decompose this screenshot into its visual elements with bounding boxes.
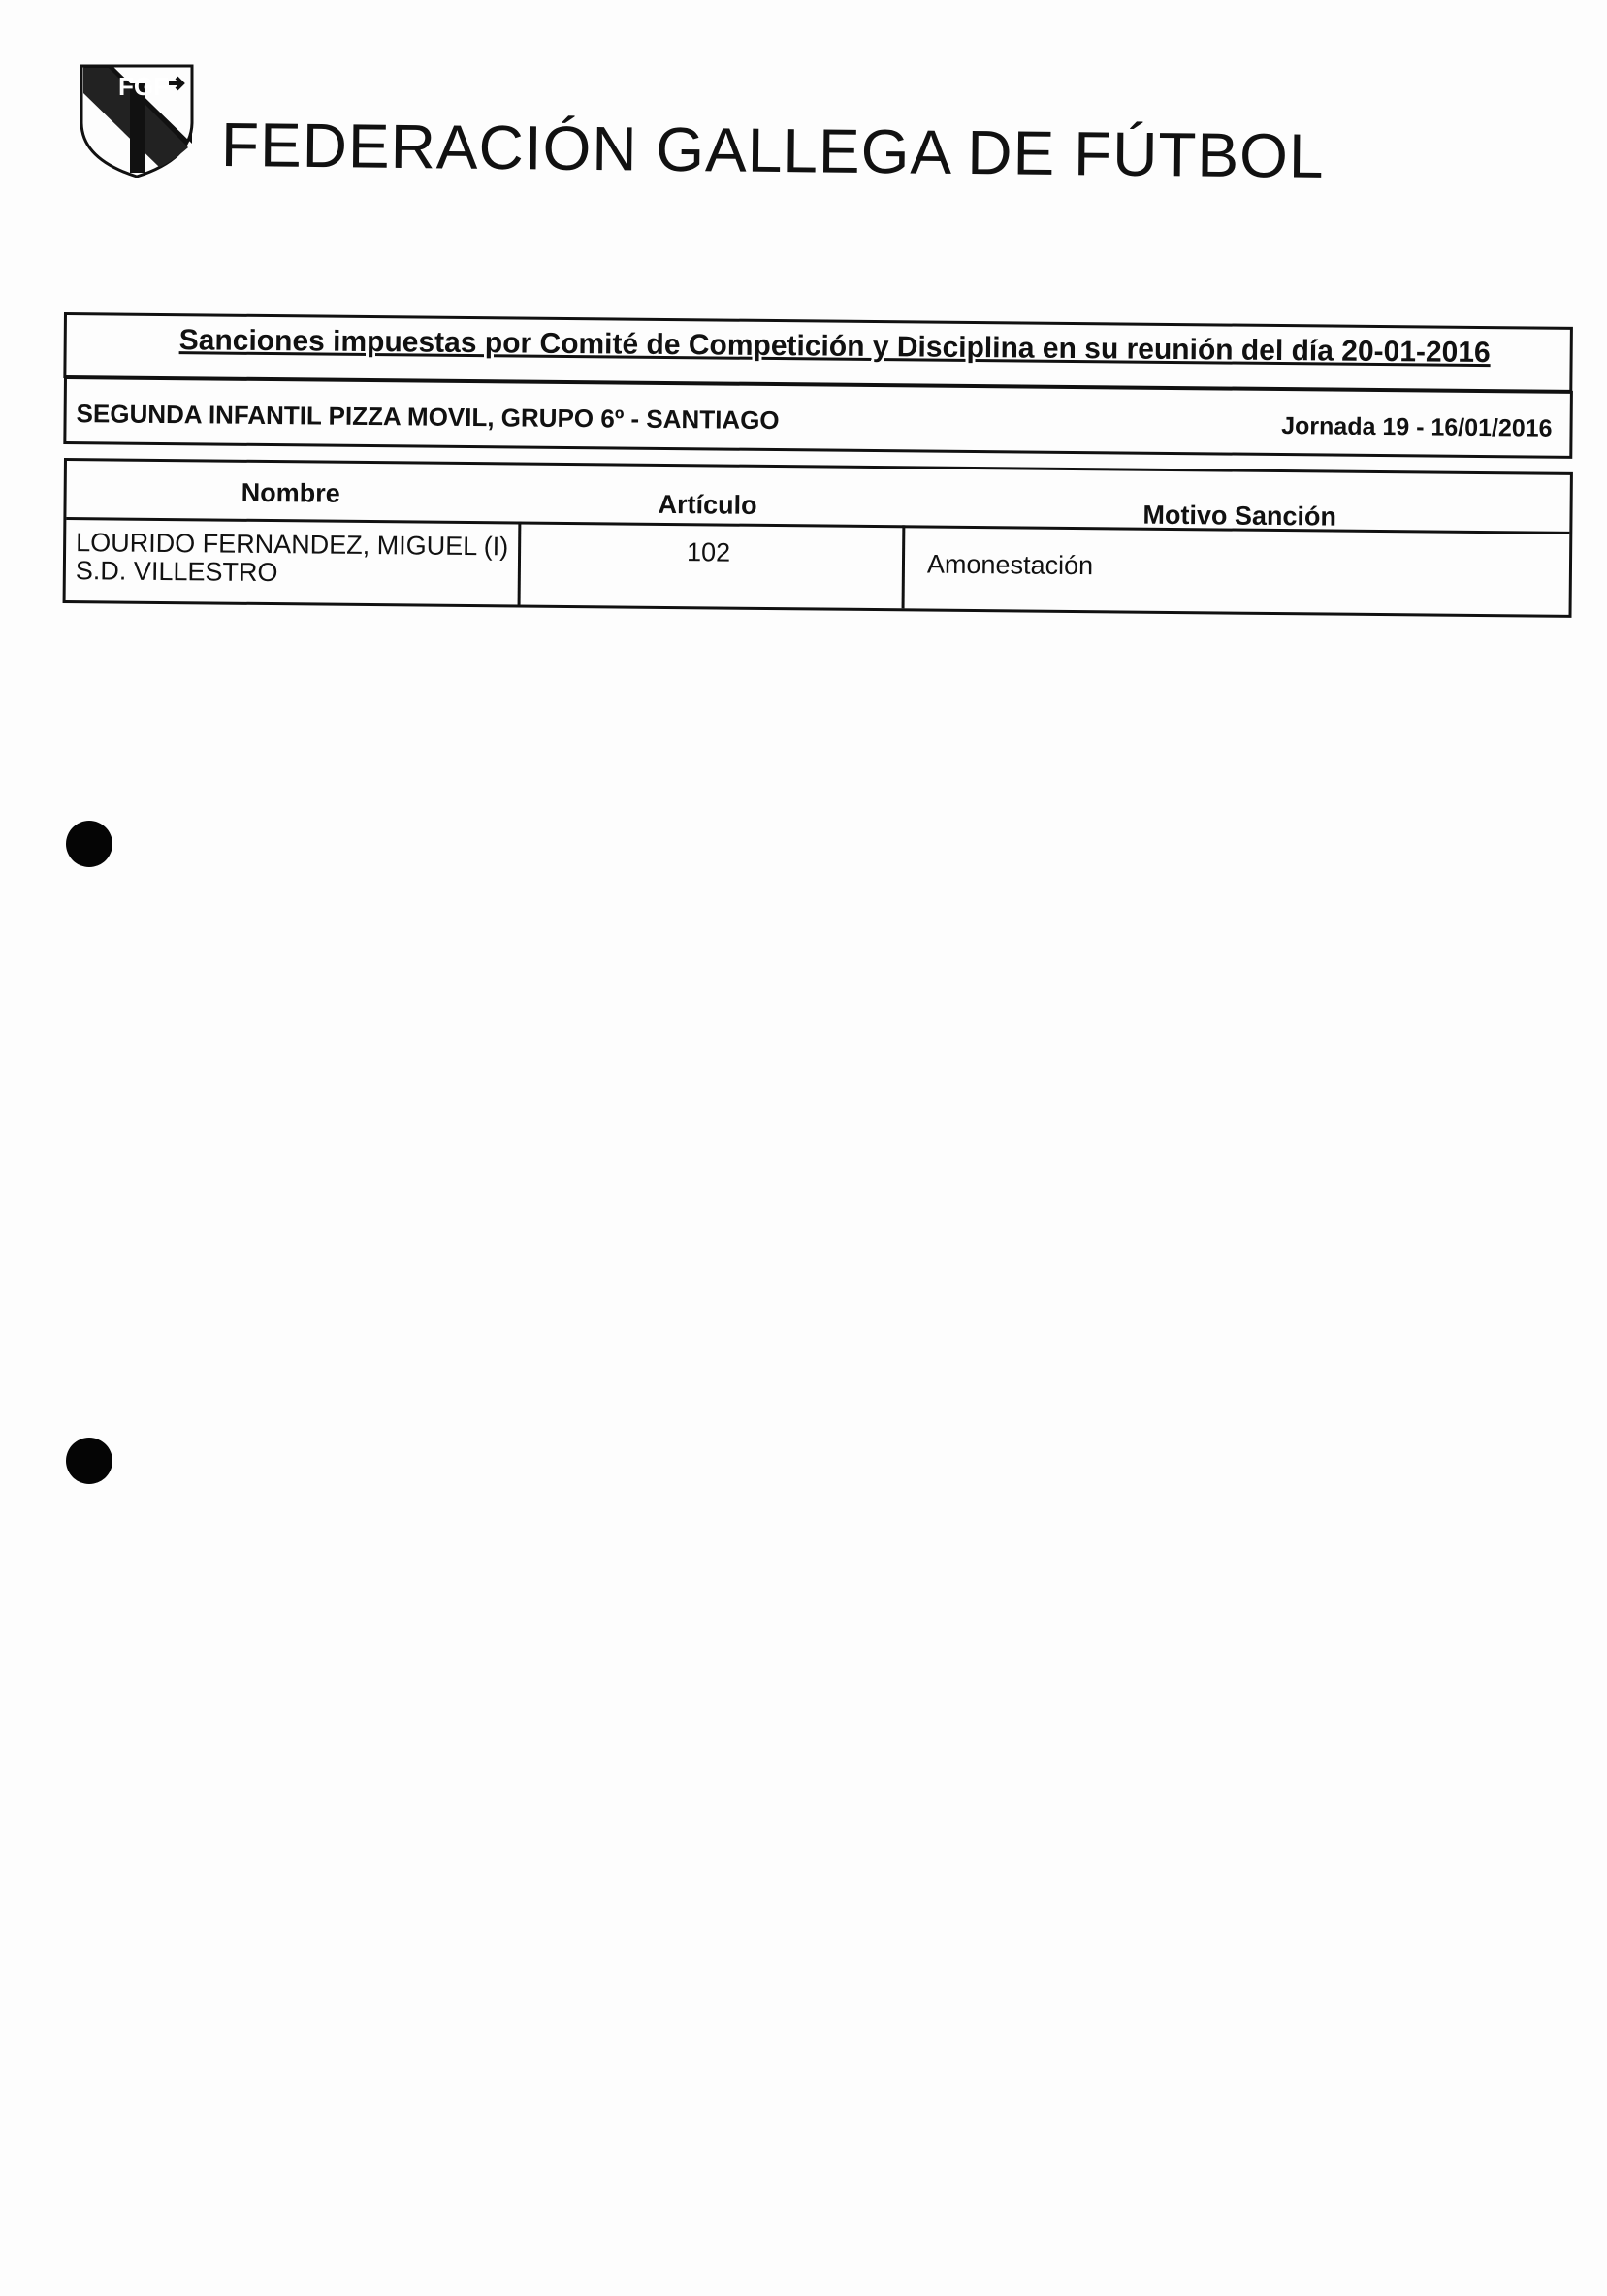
svg-text:FGF: FGF: [118, 72, 169, 101]
column-header-nombre: Nombre: [241, 477, 340, 508]
sanction-article: 102: [686, 537, 731, 567]
punch-hole: [66, 1438, 112, 1484]
punch-hole: [66, 821, 112, 867]
jornada-date: Jornada 19 - 16/01/2016: [1281, 412, 1553, 442]
organization-title: FEDERACIÓN GALLEGA DE FÚTBOL: [220, 110, 1325, 191]
column-header-articulo: Artículo: [658, 489, 757, 520]
sanctions-title: Sanciones impuestas por Comité de Competición y Disciplina en su reunión del día 20-01-2016: [178, 324, 1491, 370]
fgf-crest-icon: [74, 54, 200, 180]
competition-box: [63, 376, 1573, 459]
player-club: S.D. VILLESTRO: [75, 556, 278, 588]
column-divider: [902, 525, 906, 608]
column-divider: [518, 521, 522, 604]
player-name: LOURIDO FERNANDEZ, MIGUEL (I): [76, 528, 509, 562]
sanction-reason: Amonestación: [926, 549, 1094, 581]
sanctions-table: [63, 458, 1573, 618]
competition-group: SEGUNDA INFANTIL PIZZA MOVIL, GRUPO 6º - SANTIAGO: [76, 399, 780, 436]
column-header-motivo: Motivo Sanción: [1142, 500, 1337, 532]
